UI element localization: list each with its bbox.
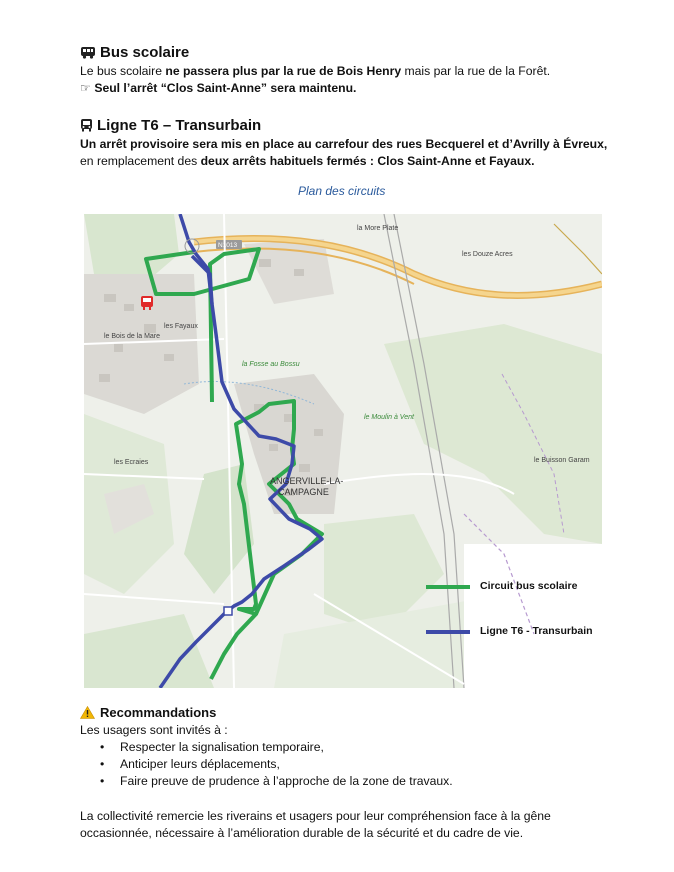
recommandations-intro: Les usagers sont invités à : [80, 723, 228, 737]
recommandations-list [80, 739, 453, 790]
label-buisson: le Buisson Garam [534, 457, 590, 464]
bus-scolaire-title: Bus scolaire [100, 44, 190, 61]
label-douze-acres: les Douze Acres [462, 251, 513, 258]
ligne-t6-line2: en remplacement des deux arrêts habituels fermés : Clos Saint-Anne et Fayaux. [80, 154, 535, 168]
legend-label-blue: Ligne T6 - Transurbain [480, 625, 593, 637]
label-ecraies: les Ecraies [114, 459, 149, 466]
map-caption: Plan des circuits [298, 184, 386, 198]
label-bois-de-la-mare: le Bois de la Mare [104, 333, 161, 340]
bus-scolaire-line2: ☞ Seul l’arrêt “Clos Saint-Anne” sera maintenu. [80, 81, 357, 95]
map [84, 214, 602, 688]
label-fayaux: les Fayaux [164, 323, 198, 330]
list-item: • Anticiper leurs déplacements, [80, 756, 453, 773]
ligne-t6-title: Ligne T6 – Transurbain [97, 117, 262, 134]
warning-icon [80, 706, 95, 722]
label-moulin-a-vent: le Moulin à Vent [364, 414, 414, 421]
bus-scolaire-heading [80, 44, 189, 63]
ligne-t6-line1: Un arrêt provisoire sera mis en place au carrefour des rues Becquerel et d’Avrilly à Évreux, [80, 137, 608, 151]
legend-label-green: Circuit bus scolaire [480, 580, 578, 592]
list-item: • Respecter la signalisation temporaire, [80, 739, 453, 756]
legend-swatch-green [426, 585, 470, 589]
pointing-hand-icon: ☞ [80, 81, 95, 95]
closing-line2: occasionnée, nécessaire à l’amélioration durable de la sécurité et du cadre de vie. [80, 826, 524, 840]
ligne-t6-heading [80, 117, 261, 136]
label-town-2: CAMPAGNE [278, 487, 329, 497]
list-item: • Faire preuve de prudence à l’approche de la zone de travaux. [80, 773, 453, 790]
label-more-plate: la More Plate [357, 225, 399, 232]
bus-icon [80, 46, 96, 63]
closing-line1: La collectivité remercie les riverains et usagers pour leur compréhension face à la gêne [80, 809, 551, 823]
bus-scolaire-line1: Le bus scolaire ne passera plus par la rue de Bois Henry mais par la rue de la Forêt. [80, 64, 551, 78]
label-fosse-au-bossu: la Fosse au Bossu [242, 361, 300, 368]
legend-swatch-blue [426, 630, 470, 634]
recommandations-title: Recommandations [100, 705, 217, 720]
recommandations-heading [80, 705, 216, 722]
bus-front-icon [80, 118, 93, 136]
road-label: N1013 [218, 242, 238, 249]
label-town-1: ANGERVILLE-LA- [270, 476, 344, 486]
